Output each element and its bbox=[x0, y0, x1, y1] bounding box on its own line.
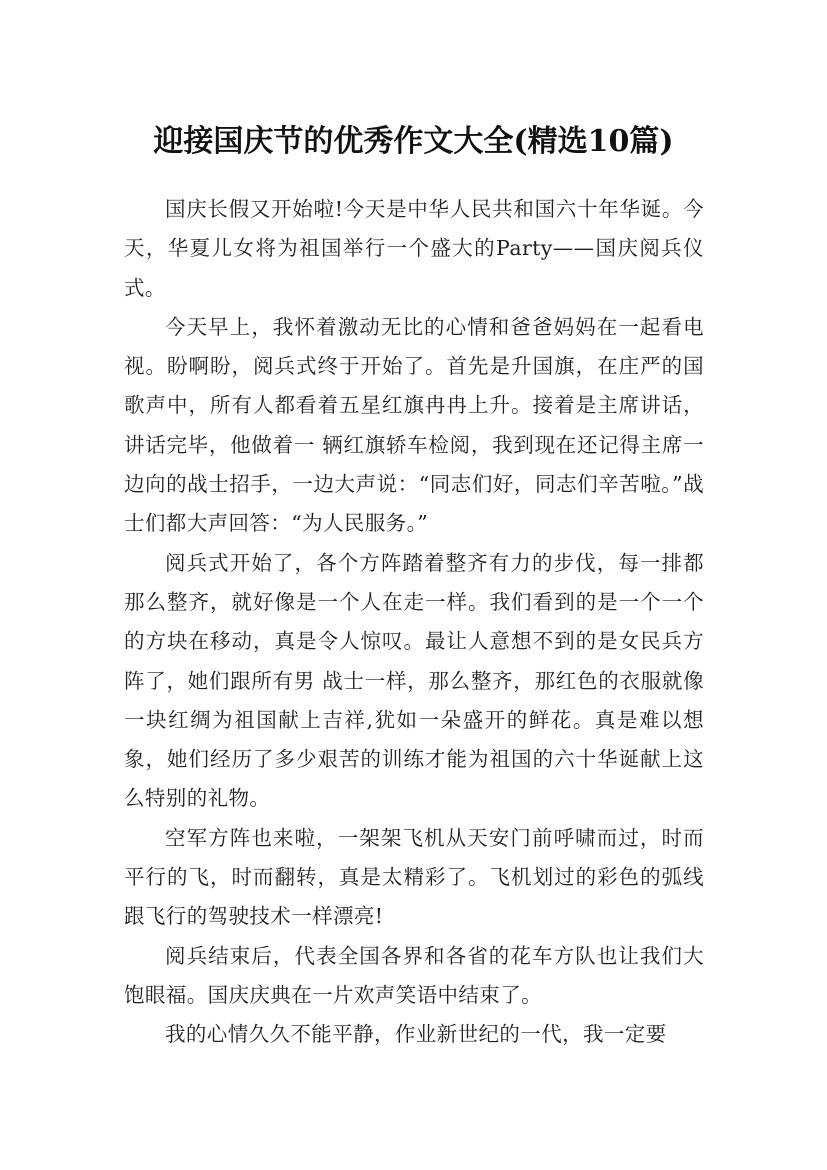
document-body bbox=[124, 190, 704, 1055]
paragraph-1: 国庆长假又开始啦!今天是中华人民共和国六十年华诞。今天，华夏儿女将为祖国举行一个盛大的Party——国庆阅兵仪式。 bbox=[124, 197, 704, 300]
paragraph-3: 阅兵式开始了，各个方阵踏着整齐有力的步伐，每一排都那么整齐，就好像是一个人在走一样。我们看到的是一个一个的方块在移动，真是令人惊叹。最让人意想不到的是女民兵方阵了，她们跟所有男 战士一样，那么整齐，那红色的衣服就像一块红绸为祖国献上吉祥,犹如一朵盛开的鲜花。真是难以想象，她们经历了多少艰苦的训练才能为祖国的六十华诞献上这么特别的礼物。 bbox=[124, 550, 704, 811]
document-title: 迎接国庆节的优秀作文大全(精选10篇) bbox=[153, 124, 674, 160]
paragraph-5: 阅兵结束后，代表全国各界和各省的花车方队也让我们大饱眼福。国庆庆典在一片欢声笑语中结束了。 bbox=[124, 943, 704, 1007]
paragraph-4: 空军方阵也来啦，一架架飞机从天安门前呼啸而过，时而平行的飞，时而翻转，真是太精彩了。飞机划过的彩色的弧线跟飞行的驾驶技术一样漂亮! bbox=[124, 825, 704, 929]
paragraph-2: 今天早上，我怀着激动无比的心情和爸爸妈妈在一起看电视。盼啊盼，阅兵式终于开始了。首先是升国旗，在庄严的国歌声中，所有人都看着五星红旗冉冉上升。接着是主席讲话，讲话完毕，他做着一 辆红旗轿车检阅，我到现在还记得主席一边向的战士招手，一边大声说：“同志们好，同志们辛苦啦。”战士们都大声回答：“为人民服务。” bbox=[124, 314, 704, 536]
paragraph-6: 我的心情久久不能平静，作业新世纪的一代，我一定要 bbox=[165, 1022, 667, 1047]
